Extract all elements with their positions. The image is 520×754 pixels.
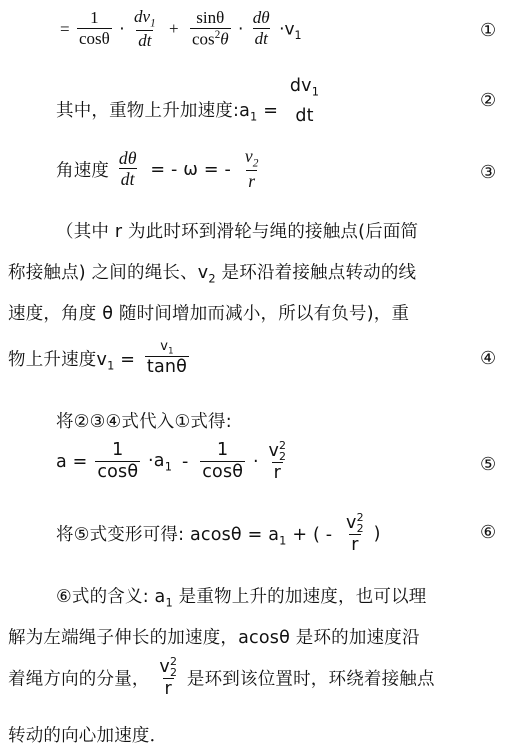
equation-1: = $\frac{1}{\cos\theta}$ · $\frac{dv_1}{dt}$ + $\frac{\sin\theta}{\cos^2\theta}$ · $\frac{d\theta}{dt}$ $\cdot v_1$	[60, 7, 302, 50]
fraction-v2-r: $\frac{v_2}{r}$	[244, 146, 259, 191]
fraction-dtheta-dt: $\frac{d\theta}{dt}$	[252, 8, 270, 49]
equation-number-3: ③	[480, 162, 497, 183]
equation-6: 将⑤式变形可得: $acos\theta = a_1$ + ( - v 2 2 r )	[56, 511, 381, 555]
fraction-v1-tan: $\frac{v_1}{\tan\theta}$	[146, 339, 188, 377]
paragraph-2-line-1: ⑥式的含义: $a_1$ 是重物上升的加速度，也可以理	[56, 587, 427, 610]
fraction-1-over-cos: $\frac{1}{\cos\theta}$	[79, 8, 110, 49]
fraction-dtheta-dt-3: $\frac{d\theta}{dt}$	[118, 147, 137, 190]
paragraph-2-line-4: 转动的向心加速度．	[8, 726, 168, 746]
equation-5-intro: 将②③④式代入①式得:	[56, 412, 232, 432]
fraction-dv1-dt-2: $dv_1$ dt	[289, 76, 320, 126]
fraction-v2sq-r-5: v 2 2 r	[268, 439, 287, 483]
equation-number-4: ④	[480, 348, 497, 369]
fraction-1-cos-b: $\frac{1}{\cos\theta}$	[202, 440, 244, 482]
equation-number-1: ①	[480, 20, 497, 41]
equation-number-6: ⑥	[480, 522, 497, 543]
paragraph-2-line-2: 解为左端绳子伸长的加速度，acosθ 是环的加速度沿	[8, 628, 420, 648]
paragraph-1-line-3: 速度，角度 θ 随时间增加而减小，所以有负号)，重	[8, 304, 410, 324]
equation-2: 其中，重物上升加速度$:a_1$ = $dv_1$ dt	[56, 76, 320, 126]
fraction-dv1-dt: $\frac{dv_1}{dt}$	[134, 7, 156, 50]
equation-number-5: ⑤	[480, 454, 497, 475]
fraction-v2sq-r-6: v 2 2 r	[346, 511, 364, 555]
paragraph-1-line-1: （其中 r 为此时环到滑轮与绳的接触点(后面简	[56, 222, 419, 242]
equation-3: 角速度 $\frac{d\theta}{dt}$ = - ω = - $\frac{v_2}{r}$	[56, 146, 259, 191]
fraction-sin-over-cos2: $\frac{\sin\theta}{\cos^2\theta}$	[192, 8, 229, 49]
fraction-v2sq-r-text: v 2 2 r	[159, 655, 178, 699]
paragraph-1-line-2: 称接触点) 之间的绳长、$v_2$ 是环沿着接触点转动的线	[8, 263, 417, 286]
equation-number-2: ②	[480, 90, 497, 111]
fraction-1-cos-a: $\frac{1}{\cos\theta}$	[97, 440, 139, 482]
equation-5: a = $\frac{1}{\cos\theta}$ $\cdot a_1$ - $\frac{1}{\cos\theta}$ · v 2 2 r	[56, 439, 287, 483]
paragraph-2-line-3: 着绳方向的分量， v 2 2 r 是环到该位置时，环绕着接触点	[8, 655, 435, 699]
paragraph-1-line-4: 物上升速度$v_1$ = $\frac{v_1}{\tan\theta}$	[8, 339, 188, 377]
